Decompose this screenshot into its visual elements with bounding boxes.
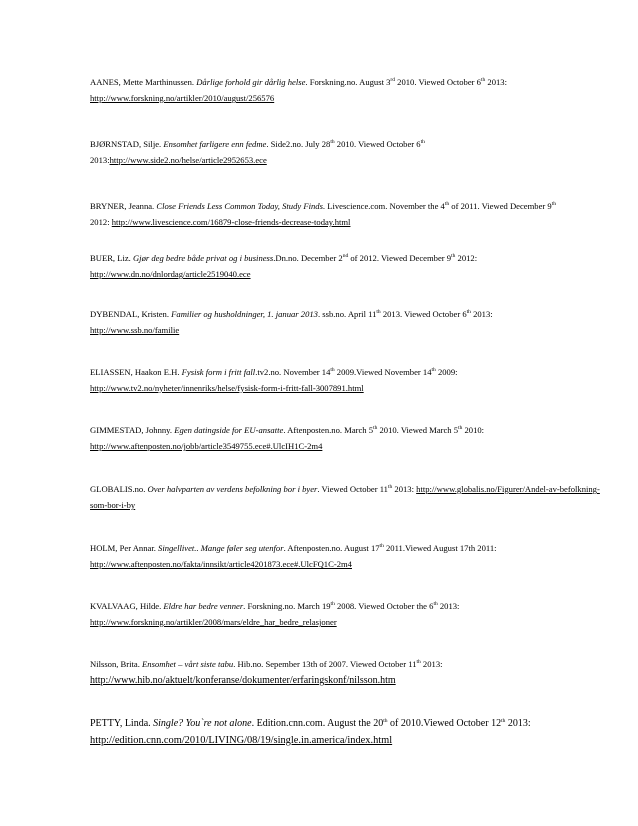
reference-entry: BJØRNSTAD, Silje. Ensomhet farligere enn fedme. Side2.no. July 28th 2010. Viewed October 6th 2013:http://www.side2.no/helse/article2952653.ece xyxy=(90,139,425,165)
reference-link[interactable]: http://www.livescience.com/16879-close-friends-decrease-today.html xyxy=(111,217,351,227)
reference-link[interactable]: http://www.aftenposten.no/jobb/article3549755.ece#.UlcIH1C-2m4 xyxy=(90,441,323,451)
reference-entry: BRYNER, Jeanna. Close Friends Less Common Today, Study Finds. Livescience.com. November the 4th of 2011. Viewed December 9th 2012: http://www.livescience.com/16879-close-friends-decrease-today.html xyxy=(90,201,556,227)
reference-entry: ELIASSEN, Haakon E.H. Fysisk form i fritt fall.tv2.no. November 14th 2009.Viewed November 14th 2009: http://www.tv2.no/nyheter/innenriks/helse/fysisk-form-i-fritt-fall-3007891.html xyxy=(90,367,458,393)
reference-entry: BUER, Liz. Gjør deg bedre både privat og i business.Dn.no. December 2nd of 2012. Viewed December 9th 2012: http://www.dn.no/dnlordag/article2519040.ece xyxy=(90,253,478,279)
reference-entry: HOLM, Per Annar. Singellivet.. Mange føler seg utenfor. Aftenposten.no. August 17th 2011.Viewed August 17th 2011: http://www.aftenposten.no/fakta/innsikt/article4201873.ece#.UlcFQ1C-2m4 xyxy=(90,543,497,569)
reference-entry: KVALVAAG, Hilde. Eldre har bedre venner. Forskning.no. March 19th 2008. Viewed October the 6th 2013: http://www.forskning.no/artikler/2008/mars/eldre_har_bedre_relasjoner xyxy=(90,601,460,627)
reference-link[interactable]: http://www.globalis.no/Figurer/Andel-av-befolkning-som-bor-i-by xyxy=(90,484,600,510)
reference-link[interactable]: http://edition.cnn.com/2010/LIVING/08/19/single.in.america/index.html xyxy=(90,735,393,746)
reference-entry: AANES, Mette Marthinussen. Dårlige forhold gir dårlig helse. Forskning.no. August 3rd 2010. Viewed October 6th 2013: http://www.forskning.no/artikler/2010/august/256576 xyxy=(90,77,507,103)
reference-link[interactable]: http://www.forskning.no/artikler/2010/august/256576 xyxy=(90,93,275,103)
reference-link[interactable]: http://www.tv2.no/nyheter/innenriks/helse/fysisk-form-i-fritt-fall-3007891.html xyxy=(90,383,364,393)
reference-link[interactable]: http://www.hib.no/aktuelt/konferanse/dokumenter/erfaringskonf/nilsson.htm xyxy=(90,675,396,686)
reference-link[interactable]: http://www.side2.no/helse/article2952653.ece xyxy=(109,155,267,165)
reference-link[interactable]: http://www.forskning.no/artikler/2008/mars/eldre_har_bedre_relasjoner xyxy=(90,617,337,627)
reference-entry: PETTY, Linda. Single? You`re not alone. Edition.cnn.com. August the 20th of 2010.Viewed October 12th 2013: http://edition.cnn.com/2010/LIVING/08/19/single.in.america/index.html xyxy=(90,718,531,746)
reference-entry: GIMMESTAD, Johnny. Egen datingside for EU-ansatte. Aftenposten.no. March 5th 2010. Viewed March 5th 2010: http://www.aftenposten.no/jobb/article3549755.ece#.UlcIH1C-2m4 xyxy=(90,425,485,451)
reference-link[interactable]: http://www.dn.no/dnlordag/article2519040.ece xyxy=(90,269,251,279)
reference-entry: DYBENDAL, Kristen. Familier og husholdninger, 1. januar 2013. ssb.no. April 11th 2013. Viewed October 6th 2013: http://www.ssb.no/familie xyxy=(90,309,493,335)
reference-link[interactable]: http://www.ssb.no/familie xyxy=(90,325,180,335)
reference-link[interactable]: http://www.aftenposten.no/fakta/innsikt/article4201873.ece#.UlcFQ1C-2m4 xyxy=(90,559,352,569)
reference-entry: Nilsson, Brita. Ensomhet – vårt siste tabu. Hib.no. Sepember 13th of 2007. Viewed October 11th 2013: http://www.hib.no/aktuelt/konferanse/dokumenter/erfaringskonf/nilsson.htm xyxy=(90,659,443,686)
reference-entry: GLOBALIS.no. Over halvparten av verdens befolkning bor i byer. Viewed October 11th 2013: http://www.globalis.no/Figurer/Andel-av-befolkning-som-bor-i-by xyxy=(90,484,600,510)
